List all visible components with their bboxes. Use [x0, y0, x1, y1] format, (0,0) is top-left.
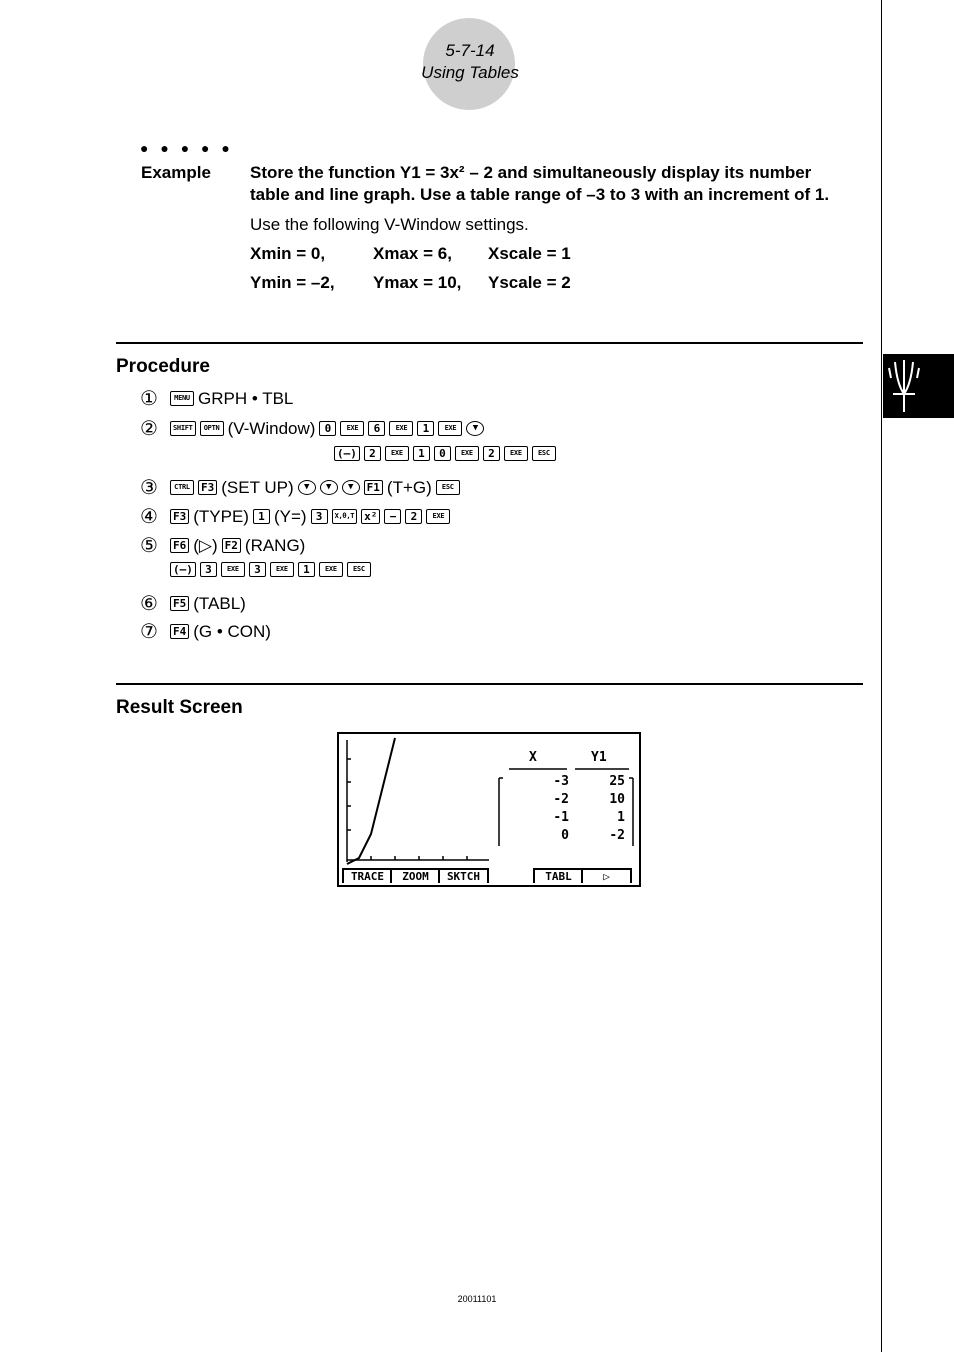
table-header-x: X: [529, 750, 537, 765]
key-3: 3: [249, 562, 266, 577]
exe-key: EXE: [426, 509, 450, 524]
key-1: 1: [298, 562, 315, 577]
exe-key: EXE: [270, 562, 294, 577]
cursor-down-icon: ▼: [298, 480, 316, 495]
table-cell-y: -2: [609, 828, 625, 843]
step-number: ⑥: [140, 593, 158, 615]
exe-key: EXE: [319, 562, 343, 577]
exe-key: EXE: [504, 446, 528, 461]
result-rule: [116, 683, 863, 685]
step-text-tg: (T+G): [386, 477, 432, 497]
ymax: Ymax = 10,: [373, 273, 462, 292]
xscale: Xscale = 1: [488, 244, 571, 263]
key-0: 0: [434, 446, 451, 461]
step-text-rang: (RANG): [244, 535, 306, 555]
result-title: Result Screen: [116, 697, 243, 718]
esc-key: ESC: [347, 562, 371, 577]
step-text-tri: (▷): [193, 535, 218, 555]
procedure-rule: [116, 342, 863, 344]
section-title: Using Tables: [421, 63, 519, 82]
menu-zoom: ZOOM: [390, 868, 439, 883]
step-3: [140, 475, 464, 500]
variable-key: X,θ,T: [332, 509, 358, 524]
step-text: (V-Window): [227, 418, 316, 438]
menu-tabl: TABL: [533, 868, 582, 883]
step-1: [140, 386, 297, 411]
f4-key: F4: [170, 624, 189, 639]
table-cell-y: 25: [609, 774, 625, 789]
step-number: ①: [140, 388, 158, 410]
table-cell-x: -1: [553, 810, 569, 825]
cursor-down-icon: ▼: [320, 480, 338, 495]
step-text-y: (Y=): [273, 506, 307, 526]
example-label: Example: [141, 163, 211, 182]
step-7: [140, 619, 275, 644]
key-0: 0: [319, 421, 336, 436]
menu-sktch: SKTCH: [438, 868, 489, 883]
step-6: [140, 591, 250, 616]
cursor-down-icon: ▼: [342, 480, 360, 495]
exe-key: EXE: [340, 421, 364, 436]
key-2: 2: [483, 446, 500, 461]
step-number: ⑦: [140, 621, 158, 643]
xmax: Xmax = 6,: [373, 244, 452, 263]
menu-key: MENU: [170, 391, 194, 406]
xmin: Xmin = 0,: [250, 244, 326, 263]
example-line-2: table and line graph. Use a table range of –3 to 3 with an increment of 1.: [250, 185, 830, 204]
exe-key: EXE: [455, 446, 479, 461]
key-3: 3: [200, 562, 217, 577]
step-5-continued: [170, 562, 375, 577]
yscale: Yscale = 2: [488, 273, 571, 292]
exe-key: EXE: [389, 421, 413, 436]
step-2-continued: [334, 446, 560, 461]
step-number: ③: [140, 477, 158, 499]
step-text: (TABL): [193, 593, 246, 613]
ctrl-key: CTRL: [170, 480, 194, 495]
example-dots: ● ● ● ● ●: [140, 140, 234, 156]
step-text-setup: (SET UP): [221, 477, 294, 497]
f5-key: F5: [170, 596, 189, 611]
menu-trace: TRACE: [342, 868, 391, 883]
menu-next: ▷: [581, 868, 632, 883]
key-1: 1: [413, 446, 430, 461]
table-cell-y: 10: [609, 792, 625, 807]
procedure-title: Procedure: [116, 356, 210, 377]
f3-key: F3: [170, 509, 189, 524]
step-number: ②: [140, 418, 158, 440]
ymin: Ymin = –2,: [250, 273, 335, 292]
table-cell-x: -3: [553, 774, 569, 789]
exe-key: EXE: [385, 446, 409, 461]
calculator-screen: [337, 732, 641, 887]
key-6: 6: [368, 421, 385, 436]
step-number: ⑤: [140, 535, 158, 557]
square-key: x²: [361, 509, 380, 524]
f6-key: F6: [170, 538, 189, 553]
key-2: 2: [364, 446, 381, 461]
f2-key: F2: [222, 538, 241, 553]
step-text-type: (TYPE): [193, 506, 249, 526]
shift-key: SHIFT: [170, 421, 196, 436]
right-margin-rule: [881, 0, 882, 1352]
step-2: [140, 416, 488, 441]
example-line-1: Store the function Y1 = 3x² – 2 and simultaneously display its number: [250, 163, 812, 182]
key-1: 1: [417, 421, 434, 436]
table-cell-x: 0: [561, 828, 569, 843]
esc-key: ESC: [436, 480, 460, 495]
optn-key: OPTN: [200, 421, 224, 436]
cursor-down-icon: ▼: [466, 421, 484, 436]
chapter-tab: [883, 354, 954, 418]
f1-key: F1: [364, 480, 383, 495]
exe-key: EXE: [221, 562, 245, 577]
negative-key: (–): [334, 446, 360, 461]
key-2: 2: [405, 509, 422, 524]
table-cell-x: -2: [553, 792, 569, 807]
table-header-y1: Y1: [591, 750, 607, 765]
example-line-3: Use the following V-Window settings.: [250, 215, 529, 234]
table-cell-y: 1: [617, 810, 625, 825]
page-number: 5-7-14: [445, 41, 495, 60]
step-text: GRPH • TBL: [198, 388, 294, 408]
key-3: 3: [311, 509, 328, 524]
esc-key: ESC: [532, 446, 556, 461]
exe-key: EXE: [438, 421, 462, 436]
minus-key: −: [384, 509, 401, 524]
footer-code: 20011101: [457, 1294, 497, 1304]
step-number: ④: [140, 506, 158, 528]
key-1: 1: [253, 509, 270, 524]
negative-key: (–): [170, 562, 196, 577]
step-text: (G • CON): [193, 621, 271, 641]
step-5: [140, 533, 309, 558]
step-4: [140, 504, 454, 529]
f3-key: F3: [198, 480, 217, 495]
